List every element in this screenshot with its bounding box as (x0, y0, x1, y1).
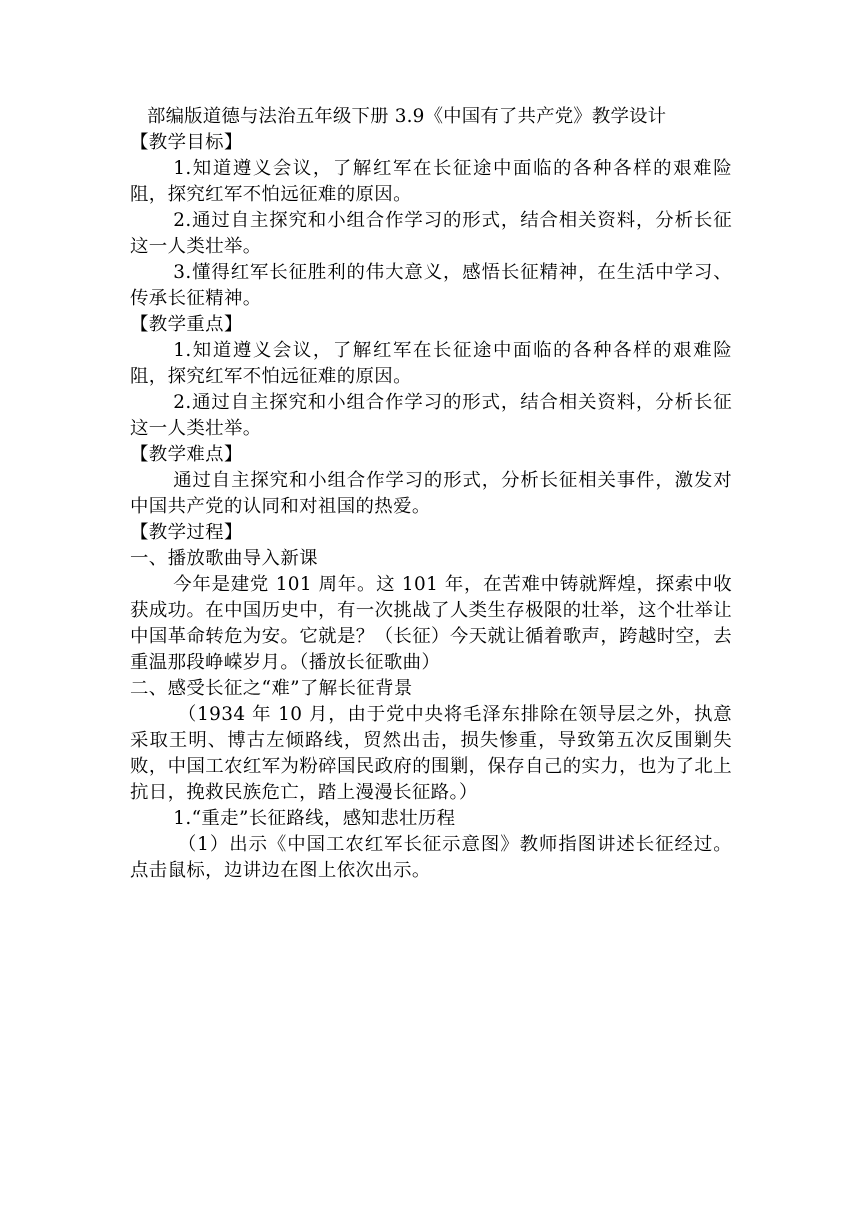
section-heading: 【教学重点】 (130, 314, 243, 335)
document-title: 部编版道德与法治五年级下册 3.9《中国有了共产党》教学设计 (147, 106, 667, 127)
section-heading: 【教学难点】 (130, 444, 243, 465)
section-teaching-key-points (130, 312, 732, 442)
key-point-paragraph-1: 1.知道遵义会议，了解红军在长征途中面临的各种各样的艰难险阻，探究红军不怕远征难的原因。 (130, 340, 732, 387)
section-teaching-objectives (130, 130, 732, 312)
process-paragraph-3: 1.“重走”长征路线，感知悲壮历程 (173, 808, 456, 829)
process-paragraph-1: 今年是建党 101 周年。这 101 年，在苦难中铸就辉煌，探索中收获成功。在中国历史中，有一次挑战了人类生存极限的壮举，这个壮举让中国革命转危为安。它就是？（长征）今天就让循着歌声，跨越时空，去重温那段峥嵘岁月。（播放长征歌曲） (130, 574, 732, 673)
section-heading: 【教学过程】 (130, 522, 243, 543)
difficulty-paragraph: 通过自主探究和小组合作学习的形式，分析长征相关事件，激发对中国共产党的认同和对祖国的热爱。 (130, 470, 732, 517)
section-teaching-process (130, 520, 732, 884)
document-page (130, 104, 732, 884)
section-teaching-difficulties (130, 442, 732, 520)
process-paragraph-2: （1934 年 10 月，由于党中央将毛泽东排除在领导层之外，执意采取王明、博古左倾路线，贸然出击，损失惨重，导致第五次反围剿失败，中国工农红军为粉碎国民政府的围剿，保存自己的实力，也为了北上抗日，挽救民族危亡，踏上漫漫长征路。） (130, 704, 732, 803)
process-paragraph-4: （1）出示《中国工农红军长征示意图》教师指图讲述长征经过。点击鼠标，边讲边在图上依次出示。 (130, 834, 732, 881)
process-subheading-2: 二、感受长征之“难”了解长征背景 (130, 678, 413, 699)
key-point-paragraph-2: 2.通过自主探究和小组合作学习的形式，结合相关资料，分析长征这一人类壮举。 (130, 392, 732, 439)
section-heading: 【教学目标】 (130, 132, 243, 153)
objective-paragraph-3: 3.懂得红军长征胜利的伟大意义，感悟长征精神，在生活中学习、传承长征精神。 (130, 262, 732, 309)
objective-paragraph-1: 1.知道遵义会议，了解红军在长征途中面临的各种各样的艰难险阻，探究红军不怕远征难的原因。 (130, 158, 732, 205)
objective-paragraph-2: 2.通过自主探究和小组合作学习的形式，结合相关资料，分析长征这一人类壮举。 (130, 210, 732, 257)
process-subheading-1: 一、播放歌曲导入新课 (130, 548, 318, 569)
